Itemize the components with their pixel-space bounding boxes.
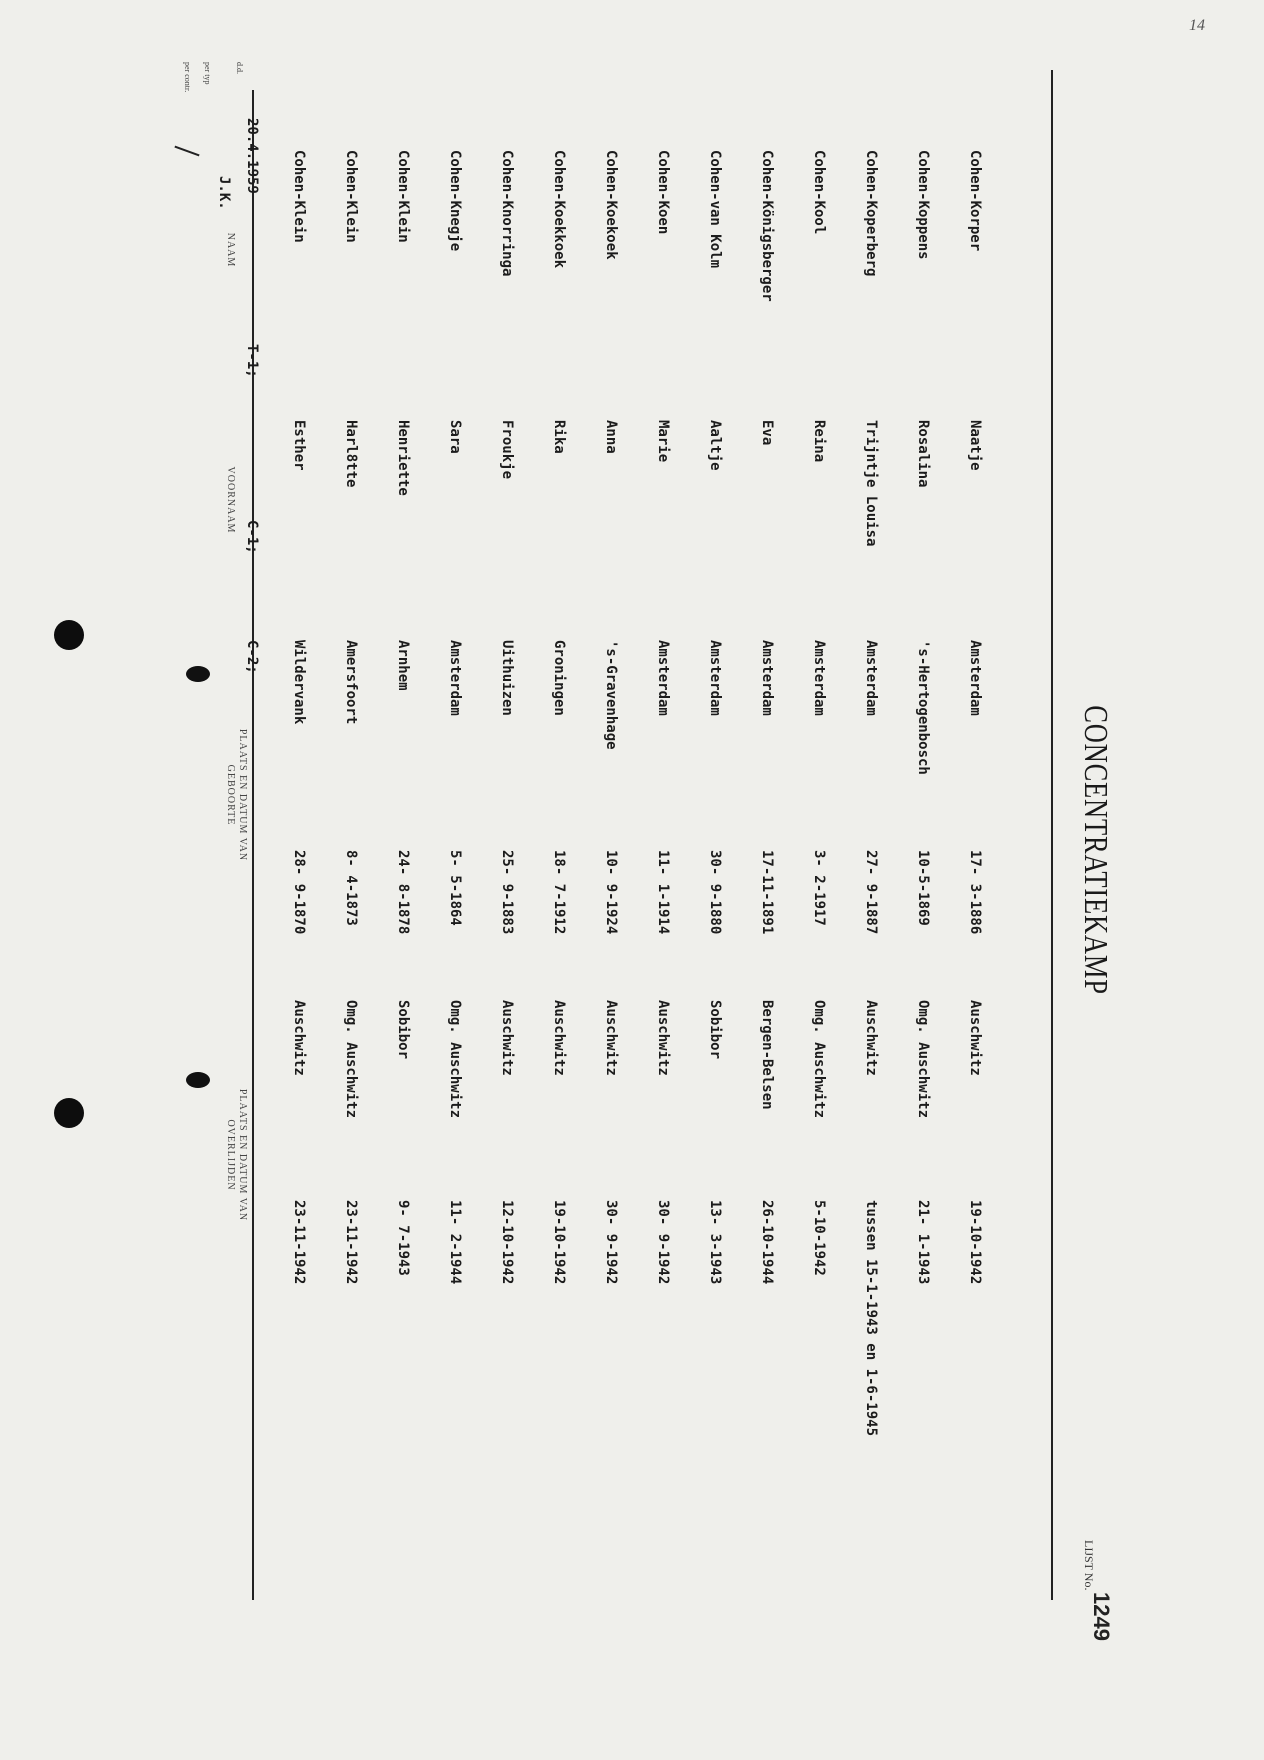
cell-geb-plaats: Amsterdam — [447, 640, 463, 716]
cell-geb-plaats: Amsterdam — [811, 640, 827, 716]
cell-ovl-datum: 19-10-1942 — [967, 1200, 983, 1285]
cell-geb-plaats: 's-Hertogenbosch — [915, 640, 931, 775]
footer-typ-label: per typ — [203, 62, 212, 85]
table-row — [700, 0, 730, 1760]
cell-voornaam: Esther — [291, 420, 307, 471]
bottom-rule — [1051, 70, 1053, 1600]
table-row — [492, 0, 522, 1760]
table-row — [544, 0, 574, 1760]
cell-naam: Cohen-Koekkoek — [551, 150, 567, 269]
cell-geb-plaats: 's-Gravenhage — [603, 640, 619, 750]
cell-naam: Cohen-Kool — [811, 150, 827, 235]
cell-voornaam: Reina — [811, 420, 827, 463]
cell-ovl-datum: 12-10-1942 — [499, 1200, 515, 1285]
cell-ovl-datum: tussen 15-1-1943 en 1-6-1945 — [863, 1200, 879, 1437]
cell-naam: Cohen-Klein — [395, 150, 411, 243]
cell-geb-datum: 17- 3-1886 — [967, 850, 983, 935]
cell-geb-plaats: Amsterdam — [759, 640, 775, 716]
ink-mark-2 — [186, 1072, 210, 1088]
cell-geb-datum: 24- 8-1878 — [395, 850, 411, 935]
cell-geb-datum: 8- 4-1873 — [343, 850, 359, 926]
cell-geb-datum: 10- 9-1924 — [603, 850, 619, 935]
list-number: 1249 — [1089, 1592, 1114, 1641]
cell-geb-plaats: Groningen — [551, 640, 567, 716]
cell-ovl-plaats: Sobibor — [707, 1000, 723, 1060]
cell-naam: Cohen-Knegje — [447, 150, 463, 252]
table-row — [908, 0, 938, 1760]
cell-voornaam: Sara — [447, 420, 463, 454]
cell-ovl-plaats: Auschwitz — [551, 1000, 567, 1076]
cell-ovl-plaats: Auschwitz — [499, 1000, 515, 1076]
footer-c1: C-1; — [244, 520, 260, 554]
table-row — [440, 0, 470, 1760]
cell-ovl-plaats: Omg. Auschwitz — [915, 1000, 931, 1119]
cell-naam: Cohen-van Kolm — [707, 150, 723, 269]
cell-geb-plaats: Amsterdam — [967, 640, 983, 716]
table-row — [752, 0, 782, 1760]
cell-geb-datum: 10-5-1869 — [915, 850, 931, 926]
cell-naam: Cohen-Knorringa — [499, 150, 515, 277]
cell-naam: Cohen-Koperberg — [863, 150, 879, 277]
cell-naam: Cohen-Koen — [655, 150, 671, 235]
footer-c2: C-2; — [244, 640, 260, 674]
table-row — [804, 0, 834, 1760]
cell-geb-datum: 5- 5-1864 — [447, 850, 463, 926]
cell-ovl-datum: 30- 9-1942 — [655, 1200, 671, 1285]
cell-voornaam: Harl8tte — [343, 420, 359, 488]
table-row — [648, 0, 678, 1760]
cell-geb-plaats: Arnhem — [395, 640, 411, 691]
cell-ovl-datum: 23-11-1942 — [291, 1200, 307, 1285]
cell-ovl-plaats: Auschwitz — [967, 1000, 983, 1076]
cell-geb-datum: 25- 9-1883 — [499, 850, 515, 935]
cell-naam: Cohen-Koppens — [915, 150, 931, 260]
page-title: CONCENTRATIEKAMP — [1077, 705, 1114, 995]
cell-geb-datum: 11- 1-1914 — [655, 850, 671, 935]
footer-contr-label: per contr. — [183, 62, 192, 93]
header-voornaam: VOORNAAM — [225, 466, 236, 534]
cell-geb-plaats: Wildervank — [291, 640, 307, 725]
cell-ovl-plaats: Bergen-Belsen — [759, 1000, 775, 1110]
table-row — [960, 0, 990, 1760]
cell-geb-datum: 28- 9-1870 — [291, 850, 307, 935]
cell-ovl-datum: 5-10-1942 — [811, 1200, 827, 1276]
cell-geb-datum: 3- 2-1917 — [811, 850, 827, 926]
cell-ovl-datum: 11- 2-1944 — [447, 1200, 463, 1285]
cell-voornaam: Henriette — [395, 420, 411, 496]
cell-voornaam: Aaltje — [707, 420, 723, 471]
cell-voornaam: Trijntje Louisa — [863, 420, 879, 547]
cell-naam: Cohen-Klein — [291, 150, 307, 243]
table-row — [388, 0, 418, 1760]
cell-voornaam: Rosalina — [915, 420, 931, 488]
table-row — [596, 0, 626, 1760]
page-number: 14 — [1189, 17, 1205, 34]
cell-naam: Cohen-Klein — [343, 150, 359, 243]
cell-geb-plaats: Amsterdam — [863, 640, 879, 716]
cell-voornaam: Marie — [655, 420, 671, 463]
cell-naam: Cohen-Königsberger — [759, 150, 775, 302]
cell-naam: Cohen-Koekoek — [603, 150, 619, 260]
cell-voornaam: Naatje — [967, 420, 983, 471]
header-overlijden: PLAATS EN DATUM VAN OVERLIJDEN — [225, 1088, 248, 1222]
ink-mark-1 — [186, 666, 210, 682]
cell-voornaam: Froukje — [499, 420, 515, 480]
cell-ovl-datum: 23-11-1942 — [343, 1200, 359, 1285]
cell-voornaam: Rika — [551, 420, 567, 454]
cell-ovl-plaats: Sobibor — [395, 1000, 411, 1060]
cell-ovl-datum: 26-10-1944 — [759, 1200, 775, 1285]
table-row — [336, 0, 366, 1760]
cell-geb-plaats: Amersfoort — [343, 640, 359, 725]
cell-ovl-datum: 30- 9-1942 — [603, 1200, 619, 1285]
footer-t1: T-1; — [244, 344, 260, 378]
signature-stroke — [174, 146, 199, 157]
cell-geb-datum: 30- 9-1880 — [707, 850, 723, 935]
cell-naam: Cohen-Korper — [967, 150, 983, 252]
table-row — [284, 0, 314, 1760]
top-rule — [252, 90, 254, 1600]
cell-geb-datum: 18- 7-1912 — [551, 850, 567, 935]
cell-ovl-plaats: Auschwitz — [655, 1000, 671, 1076]
cell-ovl-plaats: Auschwitz — [863, 1000, 879, 1076]
table-row — [856, 0, 886, 1760]
cell-ovl-plaats: Auschwitz — [291, 1000, 307, 1076]
cell-ovl-plaats: Auschwitz — [603, 1000, 619, 1076]
cell-ovl-plaats: Omg. Auschwitz — [447, 1000, 463, 1119]
cell-geb-datum: 17-11-1891 — [759, 850, 775, 935]
cell-geb-plaats: Amsterdam — [655, 640, 671, 716]
cell-ovl-plaats: Omg. Auschwitz — [811, 1000, 827, 1119]
cell-geb-datum: 27- 9-1887 — [863, 850, 879, 935]
footer-initials: J.K. — [216, 176, 232, 210]
cell-ovl-datum: 9- 7-1943 — [395, 1200, 411, 1276]
cell-geb-plaats: Amsterdam — [707, 640, 723, 716]
list-number-label: LIJST No. — [1082, 1540, 1096, 1591]
cell-voornaam: Anna — [603, 420, 619, 454]
cell-geb-plaats: Uithuizen — [499, 640, 515, 716]
cell-ovl-datum: 13- 3-1943 — [707, 1200, 723, 1285]
cell-voornaam: Eva — [759, 420, 775, 446]
cell-ovl-datum: 19-10-1942 — [551, 1200, 567, 1285]
header-naam: NAAM — [225, 232, 236, 268]
footer-dd-label: d.d. — [235, 62, 244, 74]
cell-ovl-plaats: Omg. Auschwitz — [343, 1000, 359, 1119]
footer-date: 20.4.1959 — [244, 118, 260, 194]
header-geboorte: PLAATS EN DATUM VAN GEBOORTE — [225, 728, 248, 862]
cell-ovl-datum: 21- 1-1943 — [915, 1200, 931, 1285]
